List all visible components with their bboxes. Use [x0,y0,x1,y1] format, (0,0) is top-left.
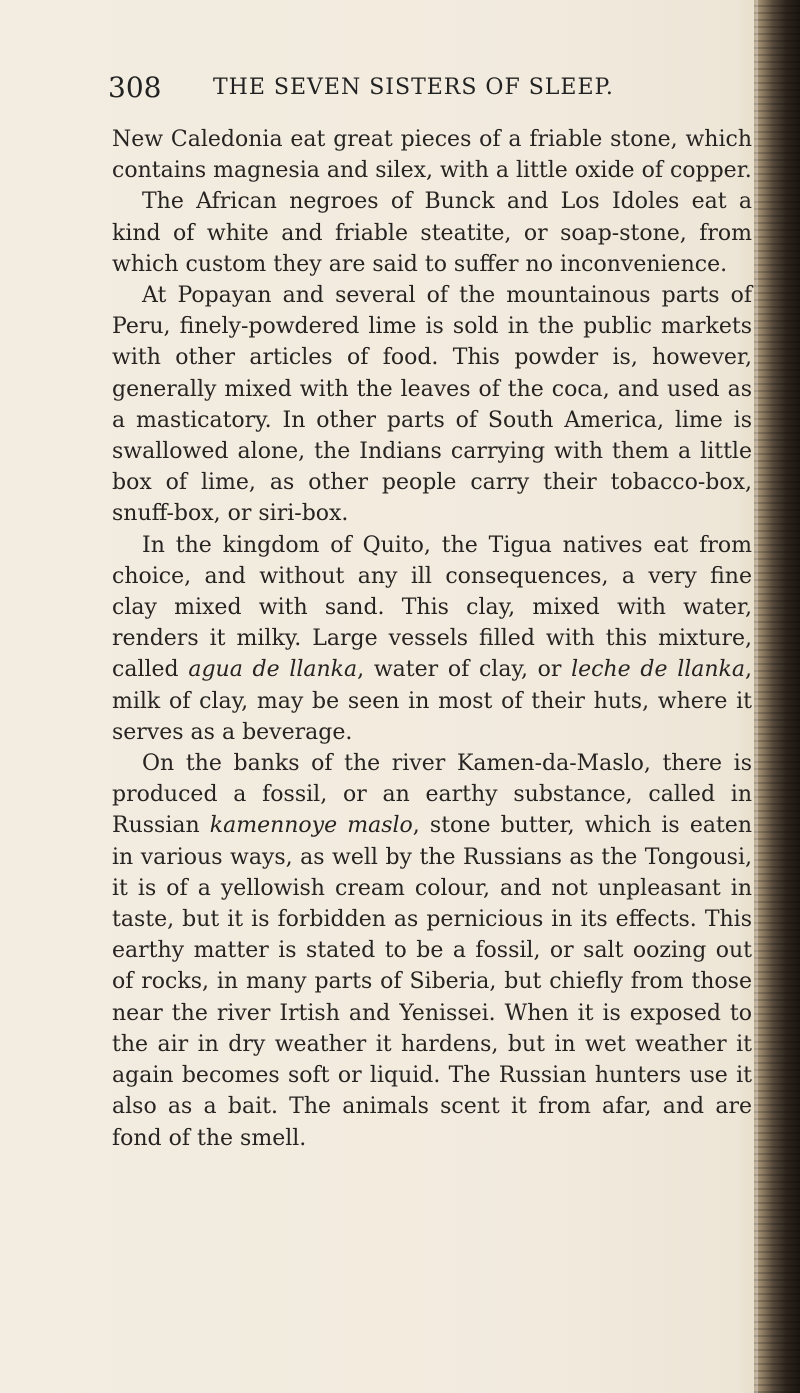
text-run: On the banks of the river Kamen-da-Maslo, there is produced a fossil, or an earthy substance, called in Russian [112,751,752,839]
page-edge-highlight [752,0,758,1393]
italic-term-agua-de-llanka: agua de llanka [188,657,358,683]
running-title: THE SEVEN SISTERS OF SLEEP. [213,75,614,100]
book-page-edge [754,0,800,1393]
body-text [112,124,752,1154]
text-run: , water of clay, or [357,657,572,683]
paragraph-new-caledonia: New Caledonia eat great pieces of a friable stone, which contains magnesia and silex, with a little oxide of copper. [112,127,752,184]
paragraph-kamen-da-maslo [112,748,752,1154]
page-number: 308 [108,71,162,104]
paragraph-popayan: At Popayan and several of the mountainous parts of Peru, finely-powdered lime is sold in the public markets with other articles of food. This powder is, however, generally mixed with the leaves of the coca, and used as a masticatory. In other parts of South America, lime is swallowed alone, the Indians carrying with them a little box of lime, as other people carry their tobacco-box, snuff-box, or siri-box. [112,283,752,527]
paragraph-african-negroes: The African negroes of Bunck and Los Idoles eat a kind of white and friable steatite, or soap-stone, from which custom they are said to suffer no inconvenience. [112,189,752,277]
text-run: In the kingdom of Quito, the Tigua natives eat from choice, and without any ill consequences, a very fine clay mixed with sand. This clay, mixed with water, renders it milky. Large vessels filled with this mixture, called [112,532,752,683]
italic-term-kamennoye-maslo: kamennoye maslo [209,813,413,839]
paragraph-quito [112,530,752,748]
text-run: , stone butter, which is eaten in various ways, as well by the Russians as the Tongousi, it is of a yellowish cream colour, and not unpleasant in taste, but it is forbidden as pernicious in its effects. This earthy matter is stated to be a fossil, or salt oozing out of rocks, in many parts of Siberia, but chiefly from those near the river Irtish and Yenissei. When it is exposed to the air in dry weather it hardens, but in wet weather it again becomes soft or liquid. The Russian hunters use it also as a bait. The animals scent it from afar, and are fond of the smell. [112,813,752,1151]
italic-term-leche-de-llanka: leche de llanka [571,657,745,683]
page-header [108,72,748,112]
text-run: , milk of clay, may be seen in most of their huts, where it serves as a beverage. [112,657,752,745]
